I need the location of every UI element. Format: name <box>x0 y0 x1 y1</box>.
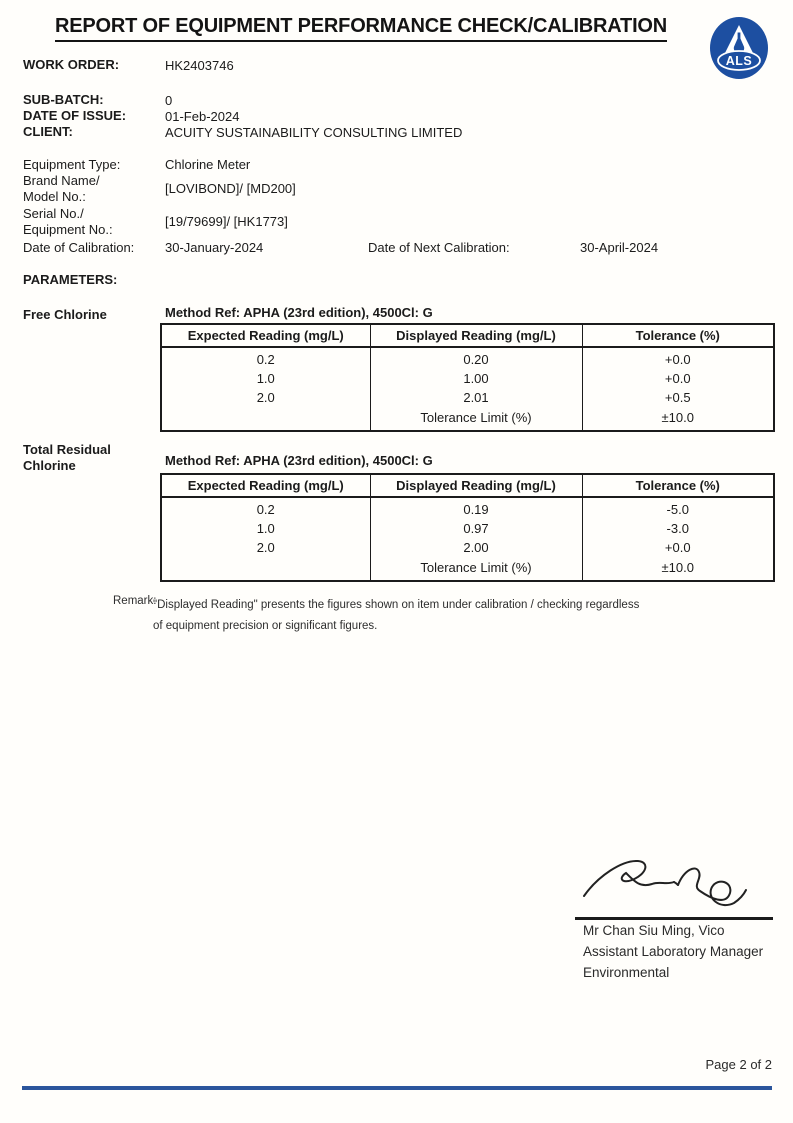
remark-label: Remark: <box>113 595 157 607</box>
col-tolerance: Tolerance (%) <box>582 324 774 347</box>
equipment-type-value: Chlorine Meter <box>165 157 251 172</box>
signatory-name: Mr Chan Siu Ming, Vico <box>583 923 725 938</box>
brand-model-label: Brand Name/ Model No.: <box>23 173 100 204</box>
table-header-row <box>161 474 774 497</box>
sub-batch-label: SUB-BATCH: <box>23 92 104 107</box>
brand-model-value: [LOVIBOND]/ [MD200] <box>165 181 296 196</box>
client-label: CLIENT: <box>23 124 73 139</box>
date-of-calibration-label: Date of Calibration: <box>23 240 135 255</box>
table-row: 0.2 0.19 -5.0 <box>161 497 774 519</box>
sub-batch-value: 0 <box>165 93 173 108</box>
total-residual-chlorine-table <box>160 473 775 582</box>
tolerance-limit-value: ±10.0 <box>582 557 774 581</box>
date-of-calibration-value: 30-January-2024 <box>165 240 264 255</box>
date-of-issue-value: 01-Feb-2024 <box>165 109 240 124</box>
total-residual-chlorine-method-ref: Method Ref: APHA (23rd edition), 4500Cl: G <box>165 453 433 468</box>
client-value: ACUITY SUSTAINABILITY CONSULTING LIMITED <box>165 125 463 140</box>
col-displayed-reading: Displayed Reading (mg/L) <box>370 324 582 347</box>
date-of-issue-label: DATE OF ISSUE: <box>23 108 127 123</box>
serial-equipment-value: [19/79699]/ [HK1773] <box>165 214 288 229</box>
signatory-title: Assistant Laboratory Manager <box>583 944 764 959</box>
footer-rule <box>22 1086 772 1090</box>
tolerance-limit-value: ±10.0 <box>582 407 774 431</box>
work-order-label: WORK ORDER: <box>23 57 120 72</box>
page-number: Page 2 of 2 <box>705 1057 772 1072</box>
free-chlorine-method-ref: Method Ref: APHA (23rd edition), 4500Cl: G <box>165 305 433 320</box>
equipment-type-label: Equipment Type: <box>23 157 121 172</box>
table-row: 0.2 0.20 +0.0 <box>161 347 774 369</box>
table-row: 1.0 1.00 +0.0 <box>161 369 774 388</box>
tolerance-limit-label: Tolerance Limit (%) <box>370 557 582 581</box>
serial-equipment-label: Serial No./ Equipment No.: <box>23 206 113 237</box>
col-expected-reading: Expected Reading (mg/L) <box>161 324 370 347</box>
report-title-wrap <box>23 15 699 42</box>
free-chlorine-table <box>160 323 775 432</box>
table-row: 1.0 0.97 -3.0 <box>161 519 774 538</box>
signature-image <box>578 848 768 914</box>
date-of-next-calibration-value: 30-April-2024 <box>580 240 659 255</box>
parameters-heading: PARAMETERS: <box>23 272 118 287</box>
col-tolerance: Tolerance (%) <box>582 474 774 497</box>
table-row: 2.0 2.00 +0.0 <box>161 538 774 557</box>
tolerance-limit-row <box>161 557 774 581</box>
report-title: REPORT OF EQUIPMENT PERFORMANCE CHECK/CALIBRATION <box>55 15 667 42</box>
signature-line <box>575 917 773 920</box>
section-free-chlorine-label: Free Chlorine <box>23 307 107 322</box>
logo-als-text: ALS <box>725 54 753 68</box>
col-expected-reading: Expected Reading (mg/L) <box>161 474 370 497</box>
table-row: 2.0 2.01 +0.5 <box>161 388 774 407</box>
table-header-row <box>161 324 774 347</box>
date-of-next-calibration-label: Date of Next Calibration: <box>368 240 510 255</box>
tolerance-limit-label: Tolerance Limit (%) <box>370 407 582 431</box>
section-total-residual-chlorine-label: Total Residual Chlorine <box>23 442 111 473</box>
tolerance-limit-row <box>161 407 774 431</box>
col-displayed-reading: Displayed Reading (mg/L) <box>370 474 582 497</box>
signatory-department: Environmental <box>583 965 670 980</box>
remark-text: "Displayed Reading" presents the figures shown on item under calibration / checking regardless of equipment precision or significant figures. <box>153 599 640 632</box>
work-order-value: HK2403746 <box>165 58 234 73</box>
als-logo <box>710 16 768 80</box>
